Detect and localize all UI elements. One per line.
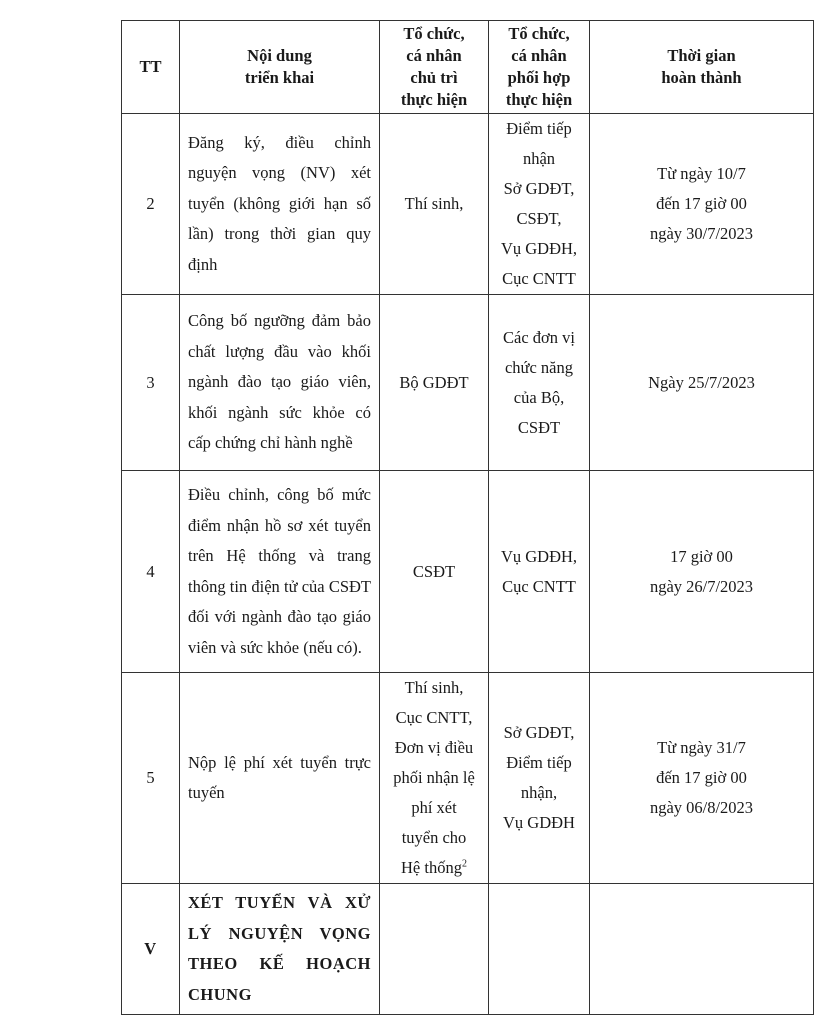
cell-line: đến 17 giờ 00 xyxy=(656,194,747,213)
row-tt: V xyxy=(122,884,180,1015)
cell-line: Sở GDĐT, xyxy=(503,179,575,198)
row-tt: 3 xyxy=(122,295,180,471)
cell-line: đến 17 giờ 00 xyxy=(656,768,747,787)
cell-line: Thí sinh, xyxy=(404,678,464,697)
row-tt: 2 xyxy=(122,114,180,295)
cell-line: nhận, xyxy=(520,783,558,802)
cell-line: Bộ GDĐT xyxy=(399,372,469,392)
cell-line: Cục CNTT, xyxy=(395,708,473,727)
cell-line: Sở GDĐT, xyxy=(503,723,575,742)
cell-line: thực hiện xyxy=(505,90,573,109)
table-row xyxy=(122,295,814,471)
row-coord xyxy=(489,114,590,295)
cell-line: nhận xyxy=(522,149,556,168)
cell-line: ngày 26/7/2023 xyxy=(649,576,754,596)
table-row xyxy=(122,114,814,295)
row-content: Đăng ký, điều chỉnh nguyện vọng (NV) xét tuyển (không giới hạn số lần) trong thời gian quy định xyxy=(180,114,380,295)
row-lead xyxy=(380,884,489,1015)
header-content xyxy=(180,21,380,114)
row-content: XÉT TUYỂN VÀ XỬ LÝ NGUYỆN VỌNG THEO KẾ HOẠCH CHUNG xyxy=(180,884,380,1015)
table-row xyxy=(122,884,814,1015)
cell-line: Cục CNTT xyxy=(502,576,576,596)
cell-line: Từ ngày 31/7 xyxy=(657,738,746,757)
cell-line: triển khai xyxy=(244,68,315,87)
row-time xyxy=(590,471,814,673)
row-time xyxy=(590,295,814,471)
cell-line: chức năng xyxy=(504,357,574,377)
cell-line: Nội dung xyxy=(247,46,312,65)
cell-line: Ngày 25/7/2023 xyxy=(648,372,755,392)
cell-line: CSĐT, xyxy=(516,209,562,228)
footnote-marker: 2 xyxy=(461,858,467,870)
cell-line: Tổ chức, xyxy=(508,24,570,43)
row-lead xyxy=(380,295,489,471)
cell-line: Thời gian xyxy=(667,46,736,65)
header-row xyxy=(122,21,814,114)
cell-line: của Bộ, xyxy=(513,387,565,407)
row-lead xyxy=(380,673,489,884)
row-tt: 5 xyxy=(122,673,180,884)
row-time xyxy=(590,114,814,295)
row-coord xyxy=(489,471,590,673)
cell-line: Điểm tiếp xyxy=(506,119,572,138)
cell-line: thực hiện xyxy=(400,90,468,109)
table-row xyxy=(122,471,814,673)
row-lead xyxy=(380,471,489,673)
cell-line: Vụ GDĐH xyxy=(503,813,575,832)
table-row xyxy=(122,673,814,884)
header-time xyxy=(590,21,814,114)
cell-line: phí xét xyxy=(411,798,457,817)
cell-line: ngày 30/7/2023 xyxy=(649,224,754,243)
row-time xyxy=(590,673,814,884)
cell-line: cá nhân xyxy=(511,46,567,65)
schedule-table xyxy=(121,20,814,1015)
row-content: Điều chỉnh, công bố mức điểm nhận hồ sơ xét tuyển trên Hệ thống và trang thông tin điện tử của CSĐT đối với ngành đào tạo giáo viên và sức khỏe (nếu có). xyxy=(180,471,380,673)
cell-line: hoàn thành xyxy=(661,68,742,87)
cell-line: Từ ngày 10/7 xyxy=(657,164,746,183)
cell-line: Vụ GDĐH, xyxy=(500,546,578,566)
cell-line: Đơn vị điều xyxy=(394,738,474,757)
cell-line: chủ trì xyxy=(410,68,458,87)
cell-line: Hệ thống$^2$ xyxy=(401,858,467,877)
row-coord xyxy=(489,295,590,471)
cell-line: ngày 06/8/2023 xyxy=(649,798,754,817)
cell-line: 17 giờ 00 xyxy=(670,546,733,566)
header-tt: TT xyxy=(122,21,180,114)
row-coord xyxy=(489,673,590,884)
cell-line: Điểm tiếp xyxy=(506,753,572,772)
row-time xyxy=(590,884,814,1015)
cell-line: cá nhân xyxy=(406,46,462,65)
cell-line: CSĐT xyxy=(412,561,456,581)
header-lead xyxy=(380,21,489,114)
cell-line: CSĐT xyxy=(517,417,561,437)
cell-line: Tổ chức, xyxy=(403,24,465,43)
cell-line: tuyển cho xyxy=(401,828,467,847)
cell-line: Thí sinh, xyxy=(404,194,464,213)
row-content: Nộp lệ phí xét tuyển trực tuyến xyxy=(180,673,380,884)
row-tt: 4 xyxy=(122,471,180,673)
row-content: Công bố ngưỡng đảm bảo chất lượng đầu vào khối ngành đào tạo giáo viên, khối ngành sức khỏe có cấp chứng chỉ hành nghề xyxy=(180,295,380,471)
cell-line: phối nhận lệ xyxy=(393,768,475,787)
cell-line: Vụ GDĐH, xyxy=(500,239,578,258)
cell-line: Cục CNTT xyxy=(502,269,576,288)
cell-line: phối hợp xyxy=(507,68,571,87)
header-coord xyxy=(489,21,590,114)
cell-line: Các đơn vị xyxy=(503,327,575,347)
row-coord xyxy=(489,884,590,1015)
row-lead xyxy=(380,114,489,295)
